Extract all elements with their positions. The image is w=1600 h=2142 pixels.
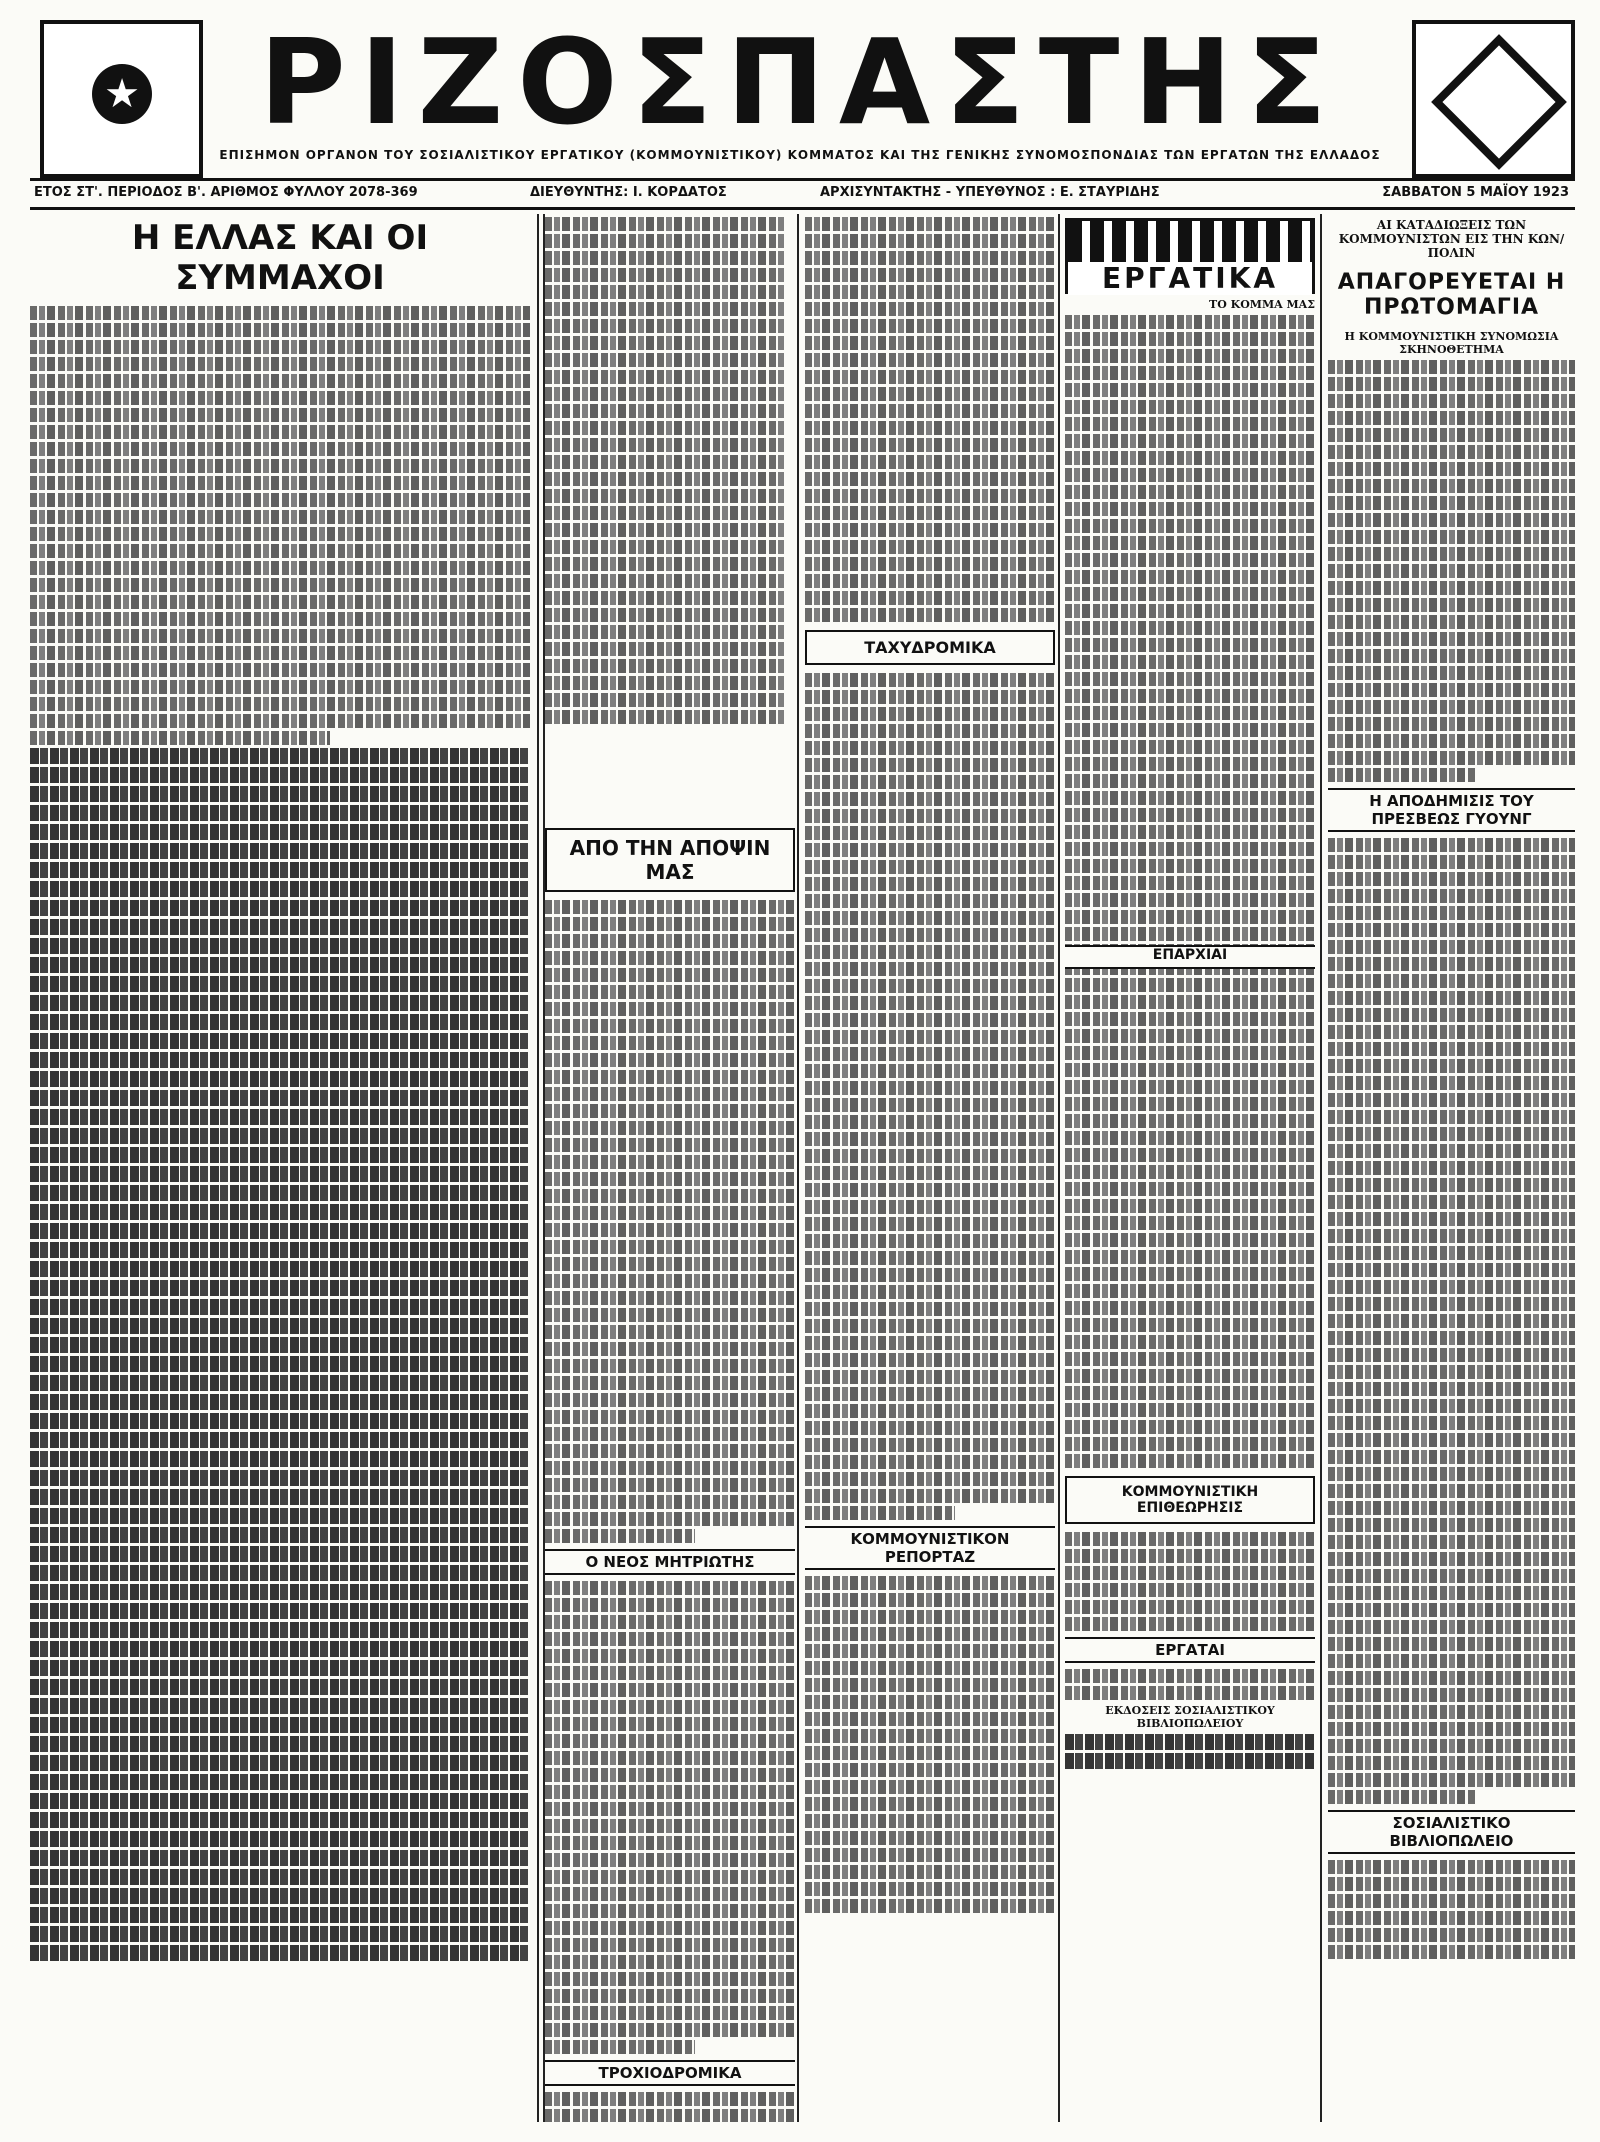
column-divider xyxy=(543,214,545,2122)
eparchiai-headline: ΕΠΑΡΧΙΑΙ xyxy=(1065,945,1315,969)
editor-name: ΑΡΧΙΣΥΝΤΑΚΤΗΣ - ΥΠΕΥΘΥΝΟΣ : Ε. ΣΤΑΥΡΙΔΗΣ xyxy=(820,185,1160,200)
main-headline: Η ΕΛΛΑΣ ΚΑΙ ΟΙ ΣΥΜΜΑΧΟΙ xyxy=(131,218,429,298)
column-2 xyxy=(545,820,795,2122)
hammer-icon xyxy=(1431,34,1567,170)
tachydromika-headline: ΤΑΧΥΔΡΟΜΙΚΑ xyxy=(805,630,1055,665)
apagoreuetai-headline: ΑΠΑΓΟΡΕΥΕΤΑΙ Η ΠΡΩΤΟΜΑΓΙΑ xyxy=(1337,270,1566,320)
column-divider xyxy=(797,214,799,2122)
synomosia-headline: Η ΚΟΜΜΟΥΝΙΣΤΙΚΗ ΣΥΝΟΜΩΣΙΑ ΣΚΗΝΟΘΕΤΗΜΑ xyxy=(1344,330,1559,356)
column-1-2-bridge xyxy=(548,645,800,805)
column-divider xyxy=(1058,214,1060,2122)
masthead xyxy=(30,13,1575,170)
neos-mitr-headline: Ο ΝΕΟΣ ΜΗΤΡΙΩΤΗΣ xyxy=(545,1549,795,1575)
emblem-right xyxy=(1412,20,1575,178)
apodimisis-headline: Η ΑΠΟΔΗΜΙΣΙΣ ΤΟΥ ΠΡΕΣΒΕΩΣ ΓΥΟΥΝΓ xyxy=(1328,788,1575,832)
column-4 xyxy=(1065,214,1315,2122)
troxio-headline: ΤΡΟΧΙΟΔΡΟΜΙΚΑ xyxy=(545,2060,795,2086)
column-5-6 xyxy=(1328,214,1575,2122)
emblem-left xyxy=(40,20,203,178)
ergatika-headline: ΕΡΓΑΤΙΚΑ xyxy=(1068,262,1312,295)
newspaper-subtitle: ΕΠΙΣΗΜΟΝ ΟΡΓΑΝΟΝ ΤΟΥ ΣΟΣΙΑΛΙΣΤΙΚΟΥ ΕΡΓΑΤΙΚΟΥ (ΚΟΜΜΟΥΝΙΣΤΙΚΟΥ) ΚΟΜΜΑΤΟΣ ΚΑΙ ΤΗΣ ΓΕΝΙΚΗΣ ΣΥΝΟΜΟΣΠΟΝΔΙΑΣ ΤΩΝ ΕΡΓΑΤΩΝ ΤΗΣ ΕΛΛΑΔΟΣ xyxy=(219,148,1381,162)
to-komma-label: ΤΟ ΚΟΜΜΑ ΜΑΣ xyxy=(1209,298,1315,311)
ergatai-headline: ΕΡΓΑΤΑΙ xyxy=(1065,1637,1315,1663)
director-name: ΔΙΕΥΘΥΝΤΗΣ: Ι. ΚΟΡΔΑΤΟΣ xyxy=(530,185,727,200)
komm-reportaz-headline: ΚΟΜΜΟΥΝΙΣΤΙΚΟΝ ΡΕΠΟΡΤΑΖ xyxy=(805,1526,1055,1570)
column-divider xyxy=(1320,214,1322,2122)
apo-tin-headline: ΑΠΟ ΤΗΝ ΑΠΟΨΙΝ ΜΑΣ xyxy=(545,828,795,892)
vivliopoleio-headline: ΣΟΣΙΑΛΙΣΤΙΚΟ ΒΙΒΛΙΟΠΩΛΕΙΟ xyxy=(1328,1810,1575,1854)
newspaper-title: ΡΙΖΟΣΠΑΣΤΗΣ xyxy=(259,13,1341,151)
komm-episk-headline: ΚΟΜΜΟΥΝΙΣΤΙΚΗ ΕΠΙΘΕΩΡΗΣΙΣ xyxy=(1065,1476,1315,1524)
ekdoseis-headline: ΕΚΔΟΣΕΙΣ ΣΟΣΙΑΛΙΣΤΙΚΟΥ ΒΙΒΛΙΟΠΩΛΕΙΟΥ xyxy=(1105,1704,1275,1730)
katadioxeis-headline: ΑΙ ΚΑΤΑΔΙΩΞΕΙΣ ΤΩΝ ΚΟΜΜΟΥΝΙΣΤΩΝ ΕΙΣ ΤΗΝ ΚΩΝ/ΠΟΛΙΝ xyxy=(1338,218,1565,260)
issue-number: ΕΤΟΣ ΣΤ'. ΠΕΡΙΟΔΟΣ Β'. ΑΡΙΘΜΟΣ ΦΥΛΛΟΥ 2078-369 xyxy=(34,185,418,200)
column-1 xyxy=(30,214,530,2122)
column-3 xyxy=(805,214,1055,2122)
column-divider xyxy=(537,214,539,2122)
issue-date: ΣΑΒΒΑΤΟΝ 5 ΜΑΪΟΥ 1923 xyxy=(1382,185,1569,200)
star-icon: ★ xyxy=(92,64,152,124)
info-bar xyxy=(30,178,1575,210)
